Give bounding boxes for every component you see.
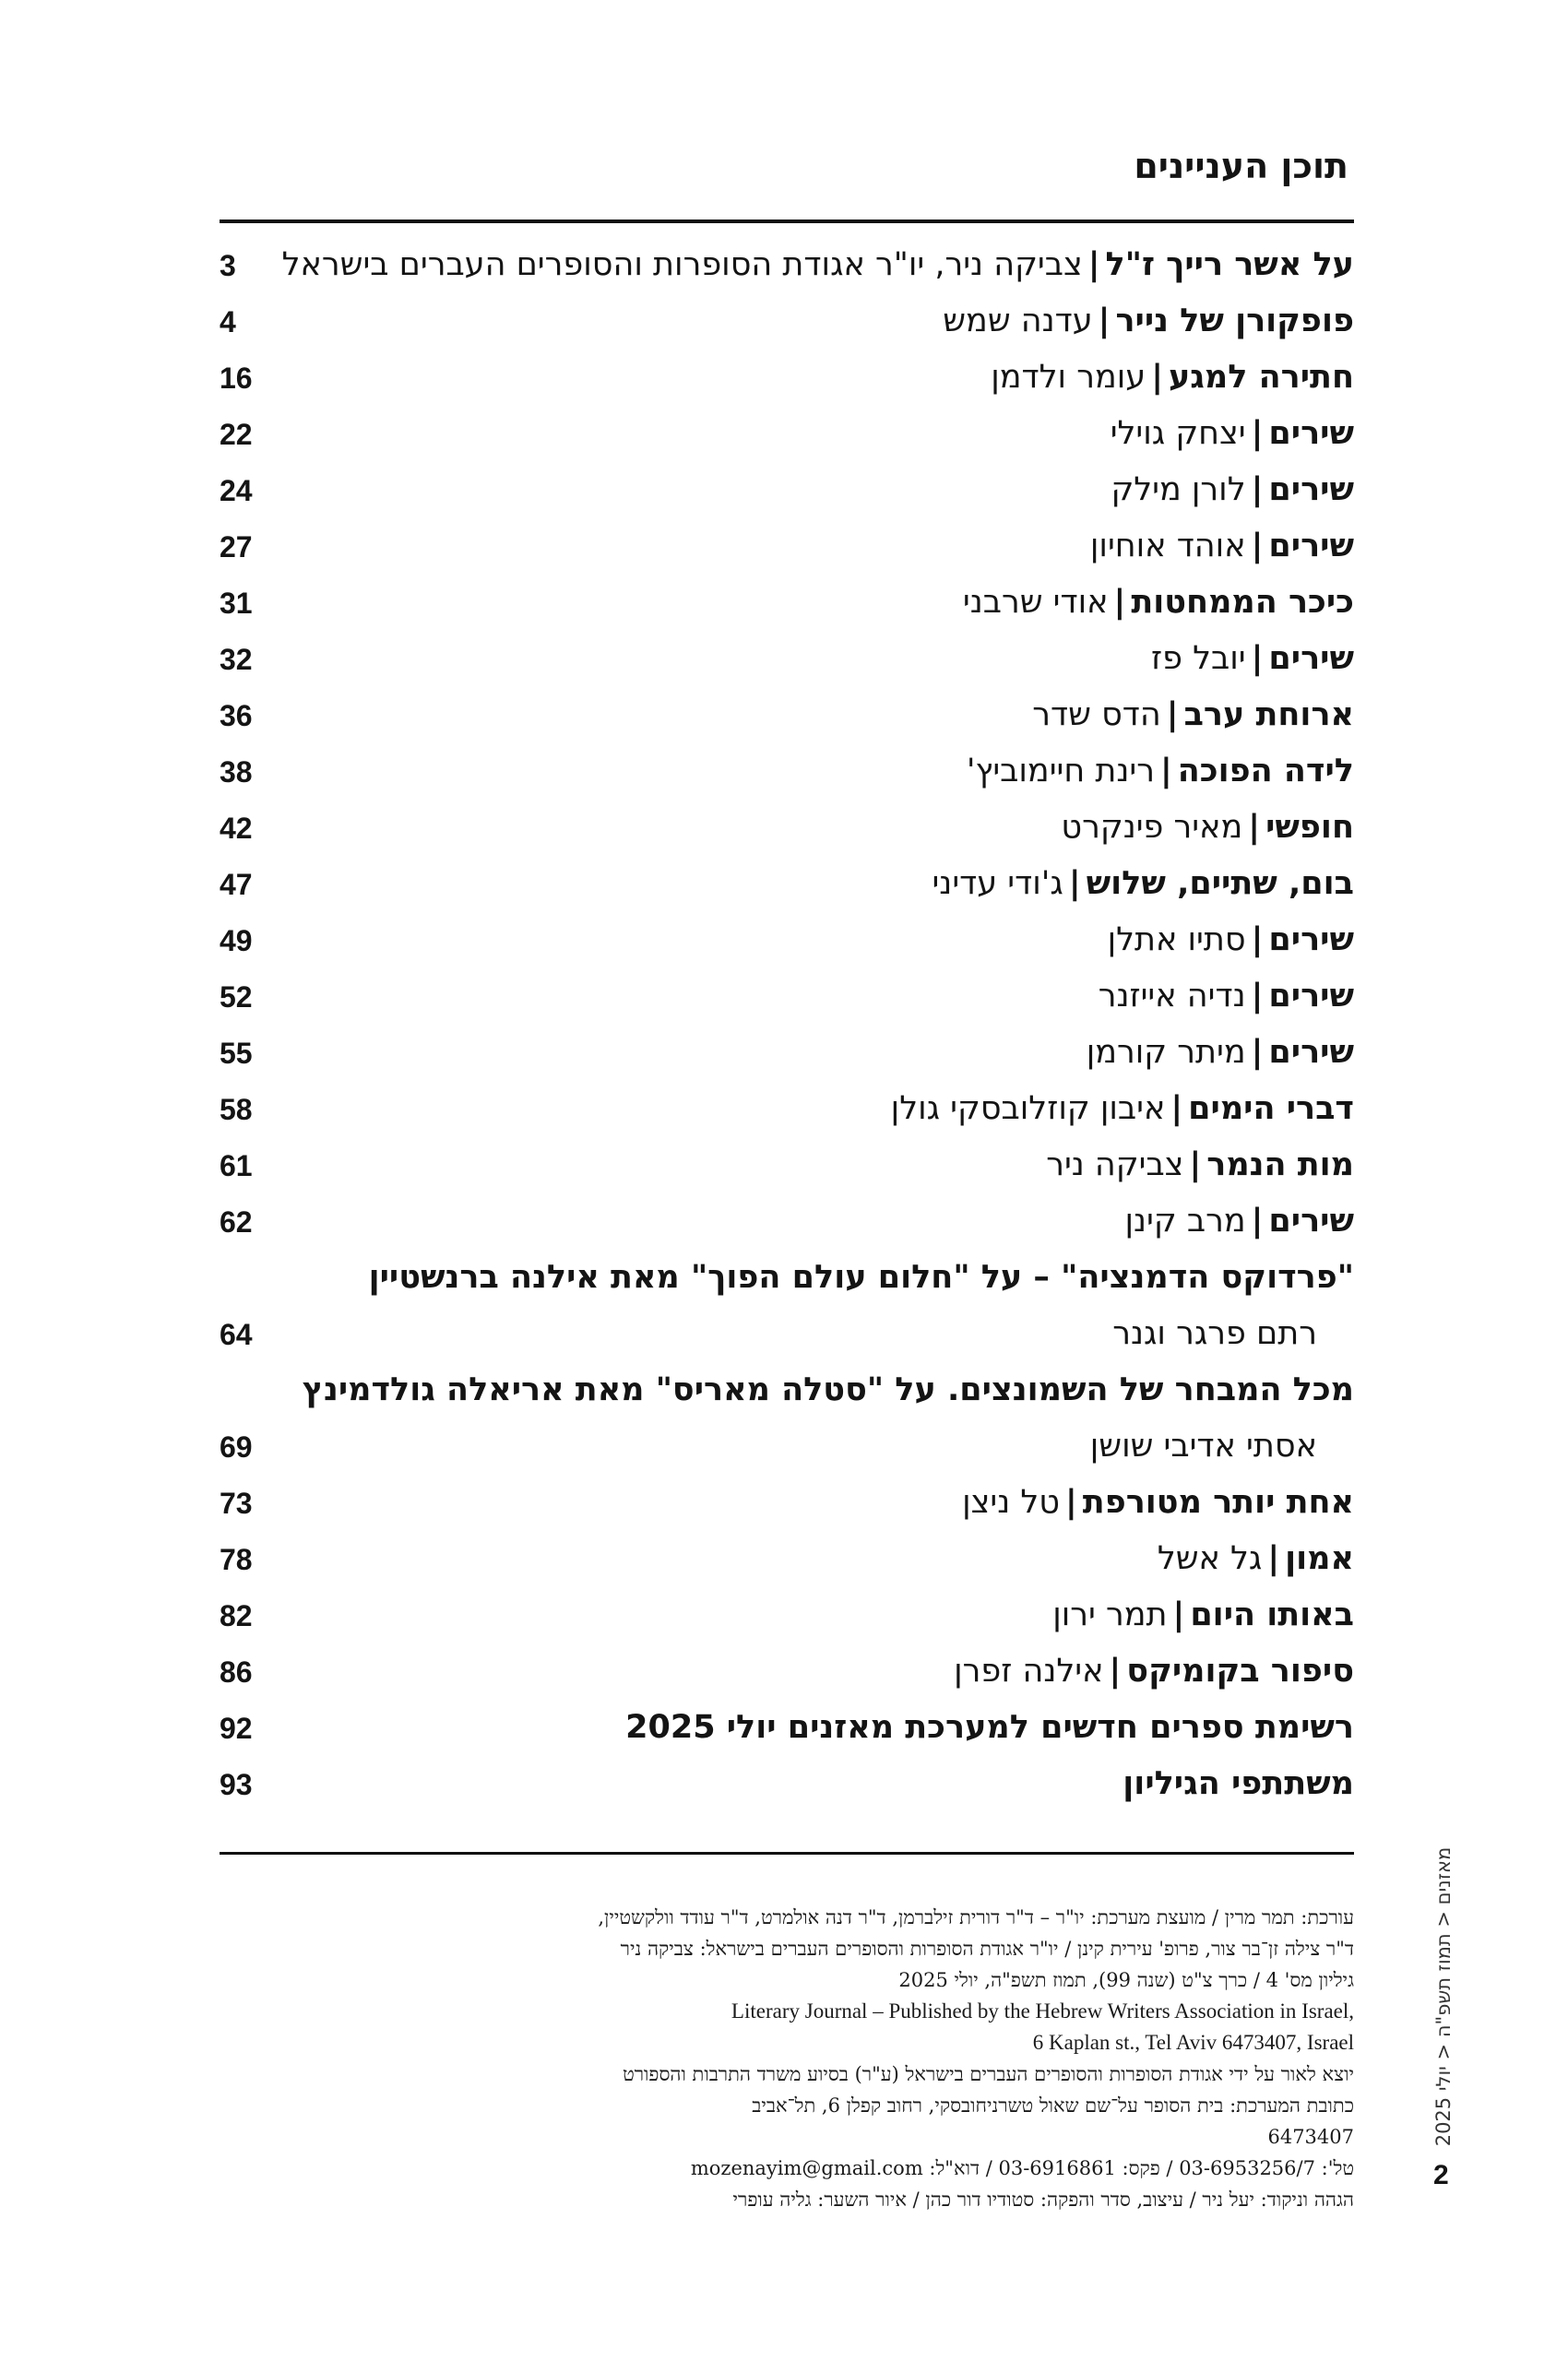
entry-author: רתם פרגר וגנר bbox=[1112, 1315, 1317, 1352]
page-number: 86 bbox=[220, 1655, 253, 1689]
entry-author: עדנה שמש bbox=[943, 303, 1093, 339]
toc-entry bbox=[220, 860, 1354, 917]
colophon-issue: גיליון מס' 4 / כרך צ"ט (שנה 99), תמוז תשפ"ה, יולי 2025 bbox=[898, 1969, 1354, 1991]
entry-separator: | bbox=[1251, 921, 1264, 958]
toc-entry-review bbox=[220, 1254, 1354, 1367]
entry-title: אמון bbox=[1285, 1540, 1354, 1577]
entry-title: בום, שתיים, שלוש bbox=[1086, 865, 1354, 902]
page-number: 38 bbox=[220, 755, 253, 789]
entry-separator: | bbox=[1251, 978, 1264, 1014]
toc-entry bbox=[220, 242, 1354, 298]
page-number: 73 bbox=[220, 1487, 253, 1520]
page-number: 82 bbox=[220, 1599, 253, 1632]
entry-title: סיפור בקומיקס bbox=[1126, 1653, 1354, 1690]
toc-entry bbox=[220, 467, 1354, 523]
entry-title: מכל המבחר של השמונצים. על "סטלה מאריס" מאת אריאלה גולדמינץ bbox=[302, 1371, 1354, 1408]
page-number: 93 bbox=[220, 1768, 253, 1801]
page-number: 3 bbox=[220, 249, 236, 282]
colophon-english: Literary Journal – Published by the Hebrew Writers Association in Israel, bbox=[731, 1999, 1354, 2023]
page-number: 52 bbox=[220, 980, 253, 1014]
page-number: 36 bbox=[220, 699, 253, 732]
page-number: 4 bbox=[220, 305, 236, 338]
entry-author: מיתר קורמן bbox=[1086, 1034, 1246, 1071]
page-number: 22 bbox=[220, 418, 253, 451]
toc-entry bbox=[220, 635, 1354, 692]
colophon-editors: עורכת: תמר מרין / מועצת מערכת: יו"ר – ד"ר דורית זילברמן, ד"ר דנה אולמרט, ד"ר עודד וולקשטיין, bbox=[598, 1906, 1354, 1928]
entry-author: צביקה ניר bbox=[1046, 1146, 1184, 1183]
toc-entry bbox=[220, 917, 1354, 973]
entry-title: חתירה למגע bbox=[1168, 359, 1354, 396]
entry-separator: | bbox=[1267, 1540, 1280, 1577]
entry-title: שירים bbox=[1268, 1034, 1354, 1071]
entry-author: איבון קוזלובסקי גולן bbox=[890, 1090, 1166, 1127]
entry-author: מאיר פינקרט bbox=[1061, 809, 1243, 846]
entry-author: אודי שרבני bbox=[962, 584, 1109, 621]
entry-title: שירים bbox=[1268, 415, 1354, 452]
running-head bbox=[1425, 1845, 1462, 2149]
toc-entry bbox=[220, 523, 1354, 579]
toc-entry bbox=[220, 298, 1354, 354]
entry-title: שירים bbox=[1268, 978, 1354, 1014]
entry-title: פופקורן של נייר bbox=[1115, 303, 1354, 339]
entry-separator: | bbox=[1251, 1203, 1264, 1240]
page-number: 32 bbox=[220, 643, 253, 676]
entry-separator: | bbox=[1109, 1653, 1122, 1690]
entry-title: שירים bbox=[1268, 1203, 1354, 1240]
entry-title: אחת יותר מטורפת bbox=[1082, 1484, 1354, 1521]
toc-entry bbox=[220, 1592, 1354, 1648]
colophon bbox=[480, 1902, 1354, 2215]
entry-title: "פרדוקס הדמנציה" – על "חלום עולם הפוך" מאת אילנה ברנשטיין bbox=[368, 1259, 1354, 1296]
toc-entry bbox=[220, 1479, 1354, 1536]
entry-title: באותו היום bbox=[1190, 1596, 1354, 1633]
toc-entry bbox=[220, 1761, 1354, 1817]
entry-title: שירים bbox=[1268, 528, 1354, 564]
entry-author: יצחק גוילי bbox=[1110, 415, 1246, 452]
page-title: תוכן העניינים bbox=[1134, 146, 1348, 186]
page-number: 69 bbox=[220, 1430, 253, 1464]
toc-entry bbox=[220, 354, 1354, 410]
entry-author: גל אשל bbox=[1157, 1540, 1263, 1577]
entry-title: לידה הפוכה bbox=[1177, 753, 1354, 789]
top-rule bbox=[220, 219, 1354, 223]
table-of-contents bbox=[220, 242, 1354, 1817]
page-number: 47 bbox=[220, 868, 253, 901]
colophon-contact: טל': 03-6953256/7 / פקס: 03-6916861 / דוא"ל: mozenayim@gmail.com bbox=[690, 2157, 1354, 2179]
entry-author: סתיו אתלן bbox=[1107, 921, 1246, 958]
toc-entry-review bbox=[220, 1367, 1354, 1479]
page-number: 61 bbox=[220, 1149, 253, 1182]
page-number: 24 bbox=[220, 474, 253, 507]
page-number: 27 bbox=[220, 530, 253, 564]
entry-author: טל ניצן bbox=[962, 1484, 1060, 1521]
page-folio: 2 bbox=[1433, 2160, 1449, 2190]
entry-title: שירים bbox=[1268, 640, 1354, 677]
entry-title: ארוחת ערב bbox=[1183, 696, 1354, 733]
page-number: 42 bbox=[220, 812, 253, 845]
colophon-english: 6 Kaplan st., Tel Aviv 6473407, Israel bbox=[1032, 2031, 1354, 2054]
entry-author: מרב קינן bbox=[1124, 1203, 1246, 1240]
entry-author: אילנה זפרן bbox=[954, 1653, 1104, 1690]
entry-title: שירים bbox=[1268, 921, 1354, 958]
entry-title: חופשי bbox=[1265, 809, 1354, 846]
entry-separator: | bbox=[1159, 753, 1172, 789]
entry-separator: | bbox=[1251, 415, 1264, 452]
entry-separator: | bbox=[1248, 809, 1261, 846]
entry-separator: | bbox=[1251, 471, 1264, 508]
page-number: 64 bbox=[220, 1318, 253, 1351]
entry-separator: | bbox=[1251, 640, 1264, 677]
entry-author: יובל פז bbox=[1151, 640, 1246, 677]
entry-separator: | bbox=[1151, 359, 1163, 396]
page-number: 31 bbox=[220, 587, 253, 620]
entry-author: תמר ירון bbox=[1052, 1596, 1168, 1633]
toc-entry bbox=[220, 1704, 1354, 1761]
toc-entry bbox=[220, 692, 1354, 748]
page-number: 55 bbox=[220, 1037, 253, 1070]
entry-separator: | bbox=[1251, 1034, 1264, 1071]
entry-author: לורן מילק bbox=[1111, 471, 1246, 508]
colophon-address: כתובת המערכת: בית הסופר על־שם שאול טשרניחובסקי, רחוב קפלן 6, תל־אביב bbox=[752, 2094, 1354, 2117]
entry-title: דברי הימים bbox=[1188, 1090, 1354, 1127]
entry-author: אוהד אוחיון bbox=[1089, 528, 1246, 564]
entry-separator: | bbox=[1087, 246, 1100, 283]
page-number: 49 bbox=[220, 924, 253, 957]
page-number: 78 bbox=[220, 1543, 253, 1576]
entry-separator: | bbox=[1064, 1484, 1077, 1521]
toc-entry bbox=[220, 410, 1354, 467]
entry-author: אסתי אדיבי שושן bbox=[1089, 1428, 1317, 1465]
entry-author: צביקה ניר, יו"ר אגודת הסופרות והסופרים העברים בישראל bbox=[281, 246, 1083, 283]
toc-entry bbox=[220, 1142, 1354, 1198]
page-number: 16 bbox=[220, 362, 253, 395]
toc-entry bbox=[220, 748, 1354, 804]
entry-separator: | bbox=[1251, 528, 1264, 564]
toc-entry bbox=[220, 579, 1354, 635]
entry-author: רינת חיימוביץ' bbox=[966, 753, 1155, 789]
toc-entry bbox=[220, 1648, 1354, 1704]
page-number: 62 bbox=[220, 1205, 253, 1239]
entry-title: כיכר הממחטות bbox=[1131, 584, 1354, 621]
toc-entry bbox=[220, 1029, 1354, 1086]
colophon-editors: ד"ר צילה זן־בר צור, פרופ' עירית קינן / יו"ר אגודת הסופרות והסופרים העברים בישראל: צביקה ניר bbox=[620, 1938, 1354, 1960]
entry-separator: | bbox=[1170, 1090, 1183, 1127]
entry-author: הדס שדר bbox=[1032, 696, 1161, 733]
entry-title: רשימת ספרים חדשים למערכת מאזנים יולי 2025 bbox=[625, 1709, 1354, 1746]
entry-title: שירים bbox=[1268, 471, 1354, 508]
entry-author: ג'ודי עדיני bbox=[932, 865, 1063, 902]
running-head-text: מאזנים < תמוז תשפ"ה < יולי 2025 bbox=[1432, 1846, 1455, 2147]
toc-entry bbox=[220, 1086, 1354, 1142]
colophon-publisher: יוצא לאור על ידי אגודת הסופרות והסופרים העברים בישראל (ע"ר) בסיוע משרד התרבות והספורט bbox=[623, 2063, 1354, 2085]
colophon-address: 6473407 bbox=[1267, 2126, 1354, 2148]
entry-author: נדיה אייזנר bbox=[1098, 978, 1246, 1014]
page-number: 58 bbox=[220, 1093, 253, 1126]
colophon-credits: הגהה וניקוד: יעל ניר / עיצוב, סדר והפקה: סטודיו דור כהן / איור השער: גליה עופרי bbox=[732, 2189, 1354, 2211]
entry-title: על אשר רייך ז"ל bbox=[1105, 246, 1354, 283]
toc-entry bbox=[220, 1198, 1354, 1254]
entry-separator: | bbox=[1113, 584, 1126, 621]
entry-title: משתתפי הגיליון bbox=[1123, 1765, 1354, 1802]
entry-separator: | bbox=[1189, 1146, 1202, 1183]
entry-separator: | bbox=[1068, 865, 1081, 902]
page-number: 92 bbox=[220, 1712, 253, 1745]
entry-separator: | bbox=[1172, 1596, 1185, 1633]
toc-entry bbox=[220, 804, 1354, 860]
entry-title: מות הנמר bbox=[1206, 1146, 1354, 1183]
entry-author: עומר ולדמן bbox=[991, 359, 1146, 396]
entry-separator: | bbox=[1098, 303, 1111, 339]
toc-entry bbox=[220, 973, 1354, 1029]
toc-entry bbox=[220, 1536, 1354, 1592]
entry-separator: | bbox=[1166, 696, 1179, 733]
bottom-rule bbox=[220, 1852, 1354, 1855]
